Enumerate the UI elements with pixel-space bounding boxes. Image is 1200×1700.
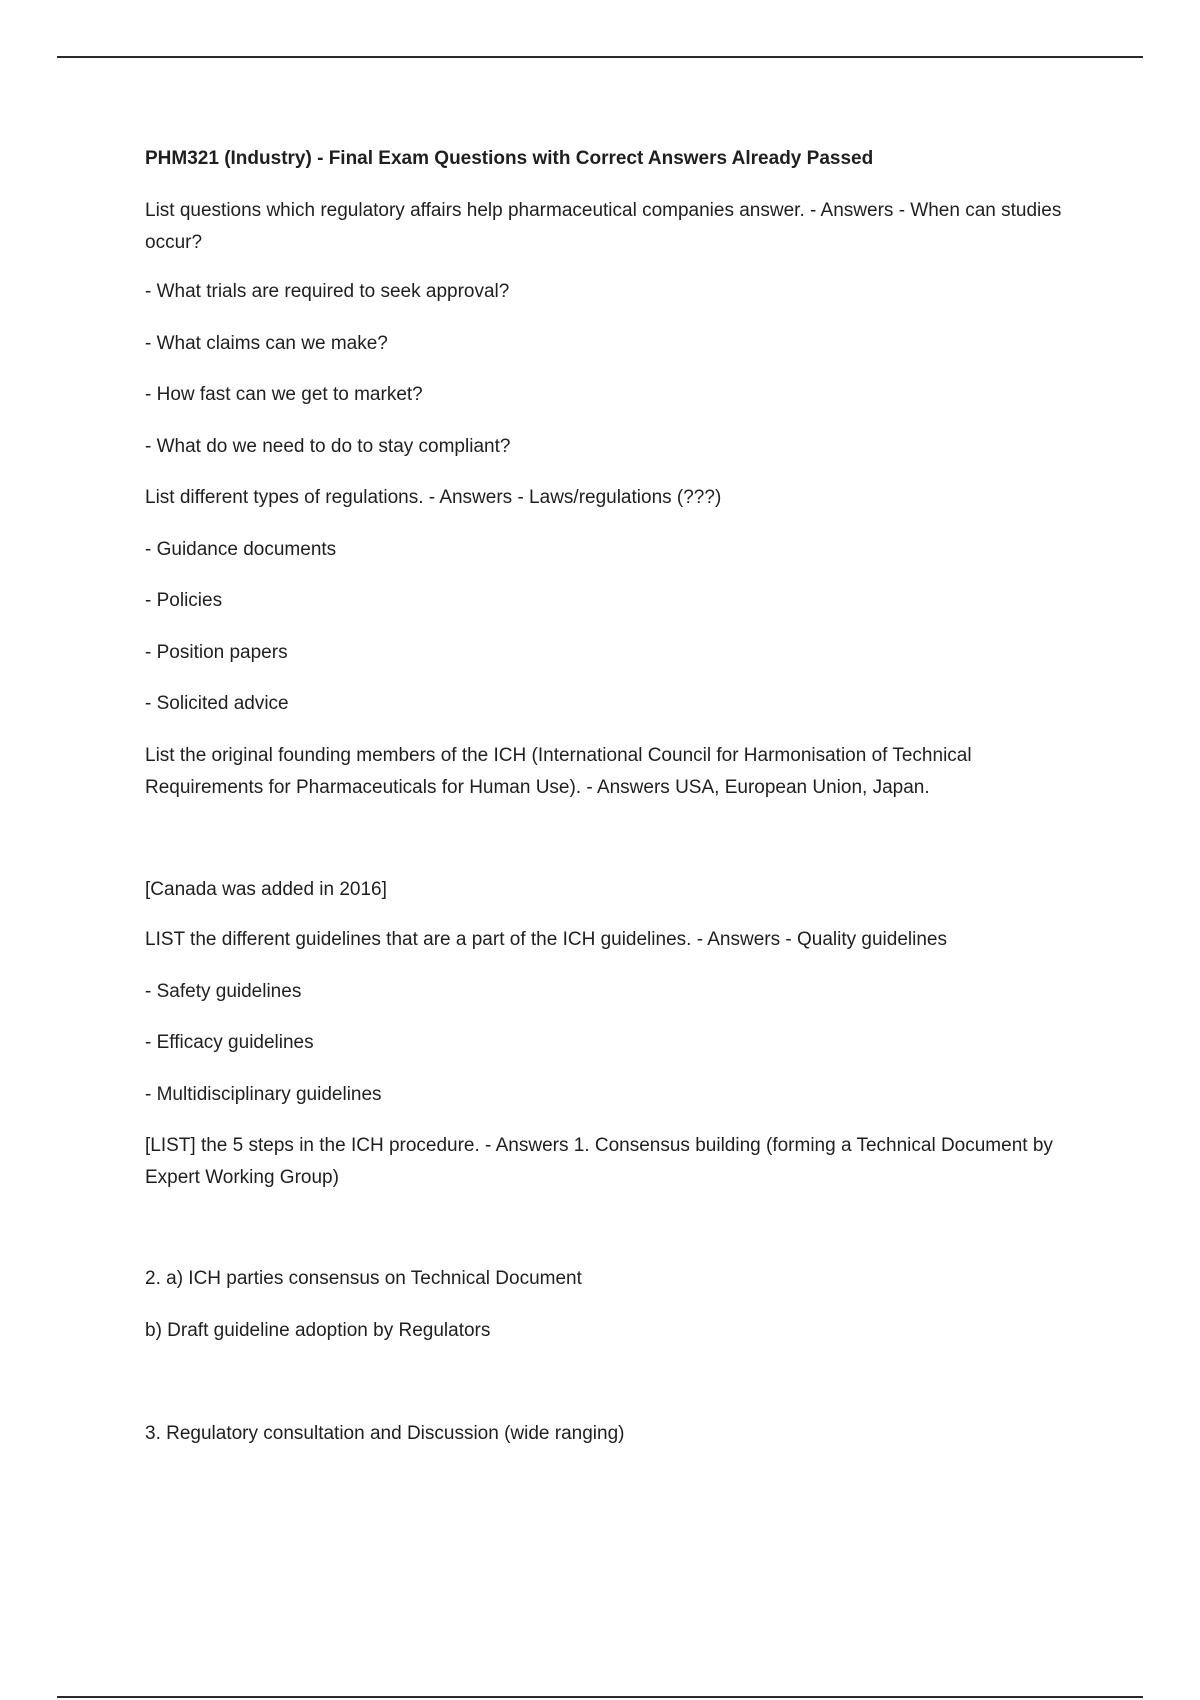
paragraph: - What claims can we make? [145, 333, 388, 354]
paragraph: - How fast can we get to market? [145, 384, 423, 405]
document-title: PHM321 (Industry) - Final Exam Questions with Correct Answers Already Passed [145, 148, 874, 169]
header-rule [57, 56, 1143, 58]
paragraph: LIST the different guidelines that are a part of the ICH guidelines. - Answers - Quality guidelines [145, 929, 947, 950]
paragraph: - Policies [145, 590, 223, 611]
paragraph: b) Draft guideline adoption by Regulators [145, 1320, 491, 1341]
paragraph: - Solicited advice [145, 693, 289, 714]
paragraph: List the original founding members of the ICH (International Council for Harmonisation of Technical Requirements for Pharmaceuticals for Human Use). - Answers USA, European Union, Japan. [145, 745, 972, 798]
paragraph: [Canada was added in 2016] [145, 879, 387, 900]
paragraph: 2. a) ICH parties consensus on Technical Document [145, 1268, 582, 1289]
paragraph: - What trials are required to seek approval? [145, 281, 510, 302]
paragraph: [LIST] the 5 steps in the ICH procedure. - Answers 1. Consensus building (forming a Technical Document by Expert Working Group) [145, 1135, 1053, 1188]
paragraph: - Efficacy guidelines [145, 1032, 314, 1053]
paragraph: - Position papers [145, 642, 288, 663]
footer-rule [57, 1696, 1143, 1698]
paragraph: - Safety guidelines [145, 981, 302, 1002]
paragraph: 3. Regulatory consultation and Discussion (wide ranging) [145, 1423, 625, 1444]
paragraph: - Guidance documents [145, 539, 337, 560]
paragraph: List different types of regulations. - Answers - Laws/regulations (???) [145, 487, 722, 508]
paragraph: - What do we need to do to stay compliant? [145, 436, 511, 457]
paragraph: - Multidisciplinary guidelines [145, 1084, 382, 1105]
paragraph: List questions which regulatory affairs help pharmaceutical companies answer. - Answers - When can studies occur? [145, 200, 1062, 253]
